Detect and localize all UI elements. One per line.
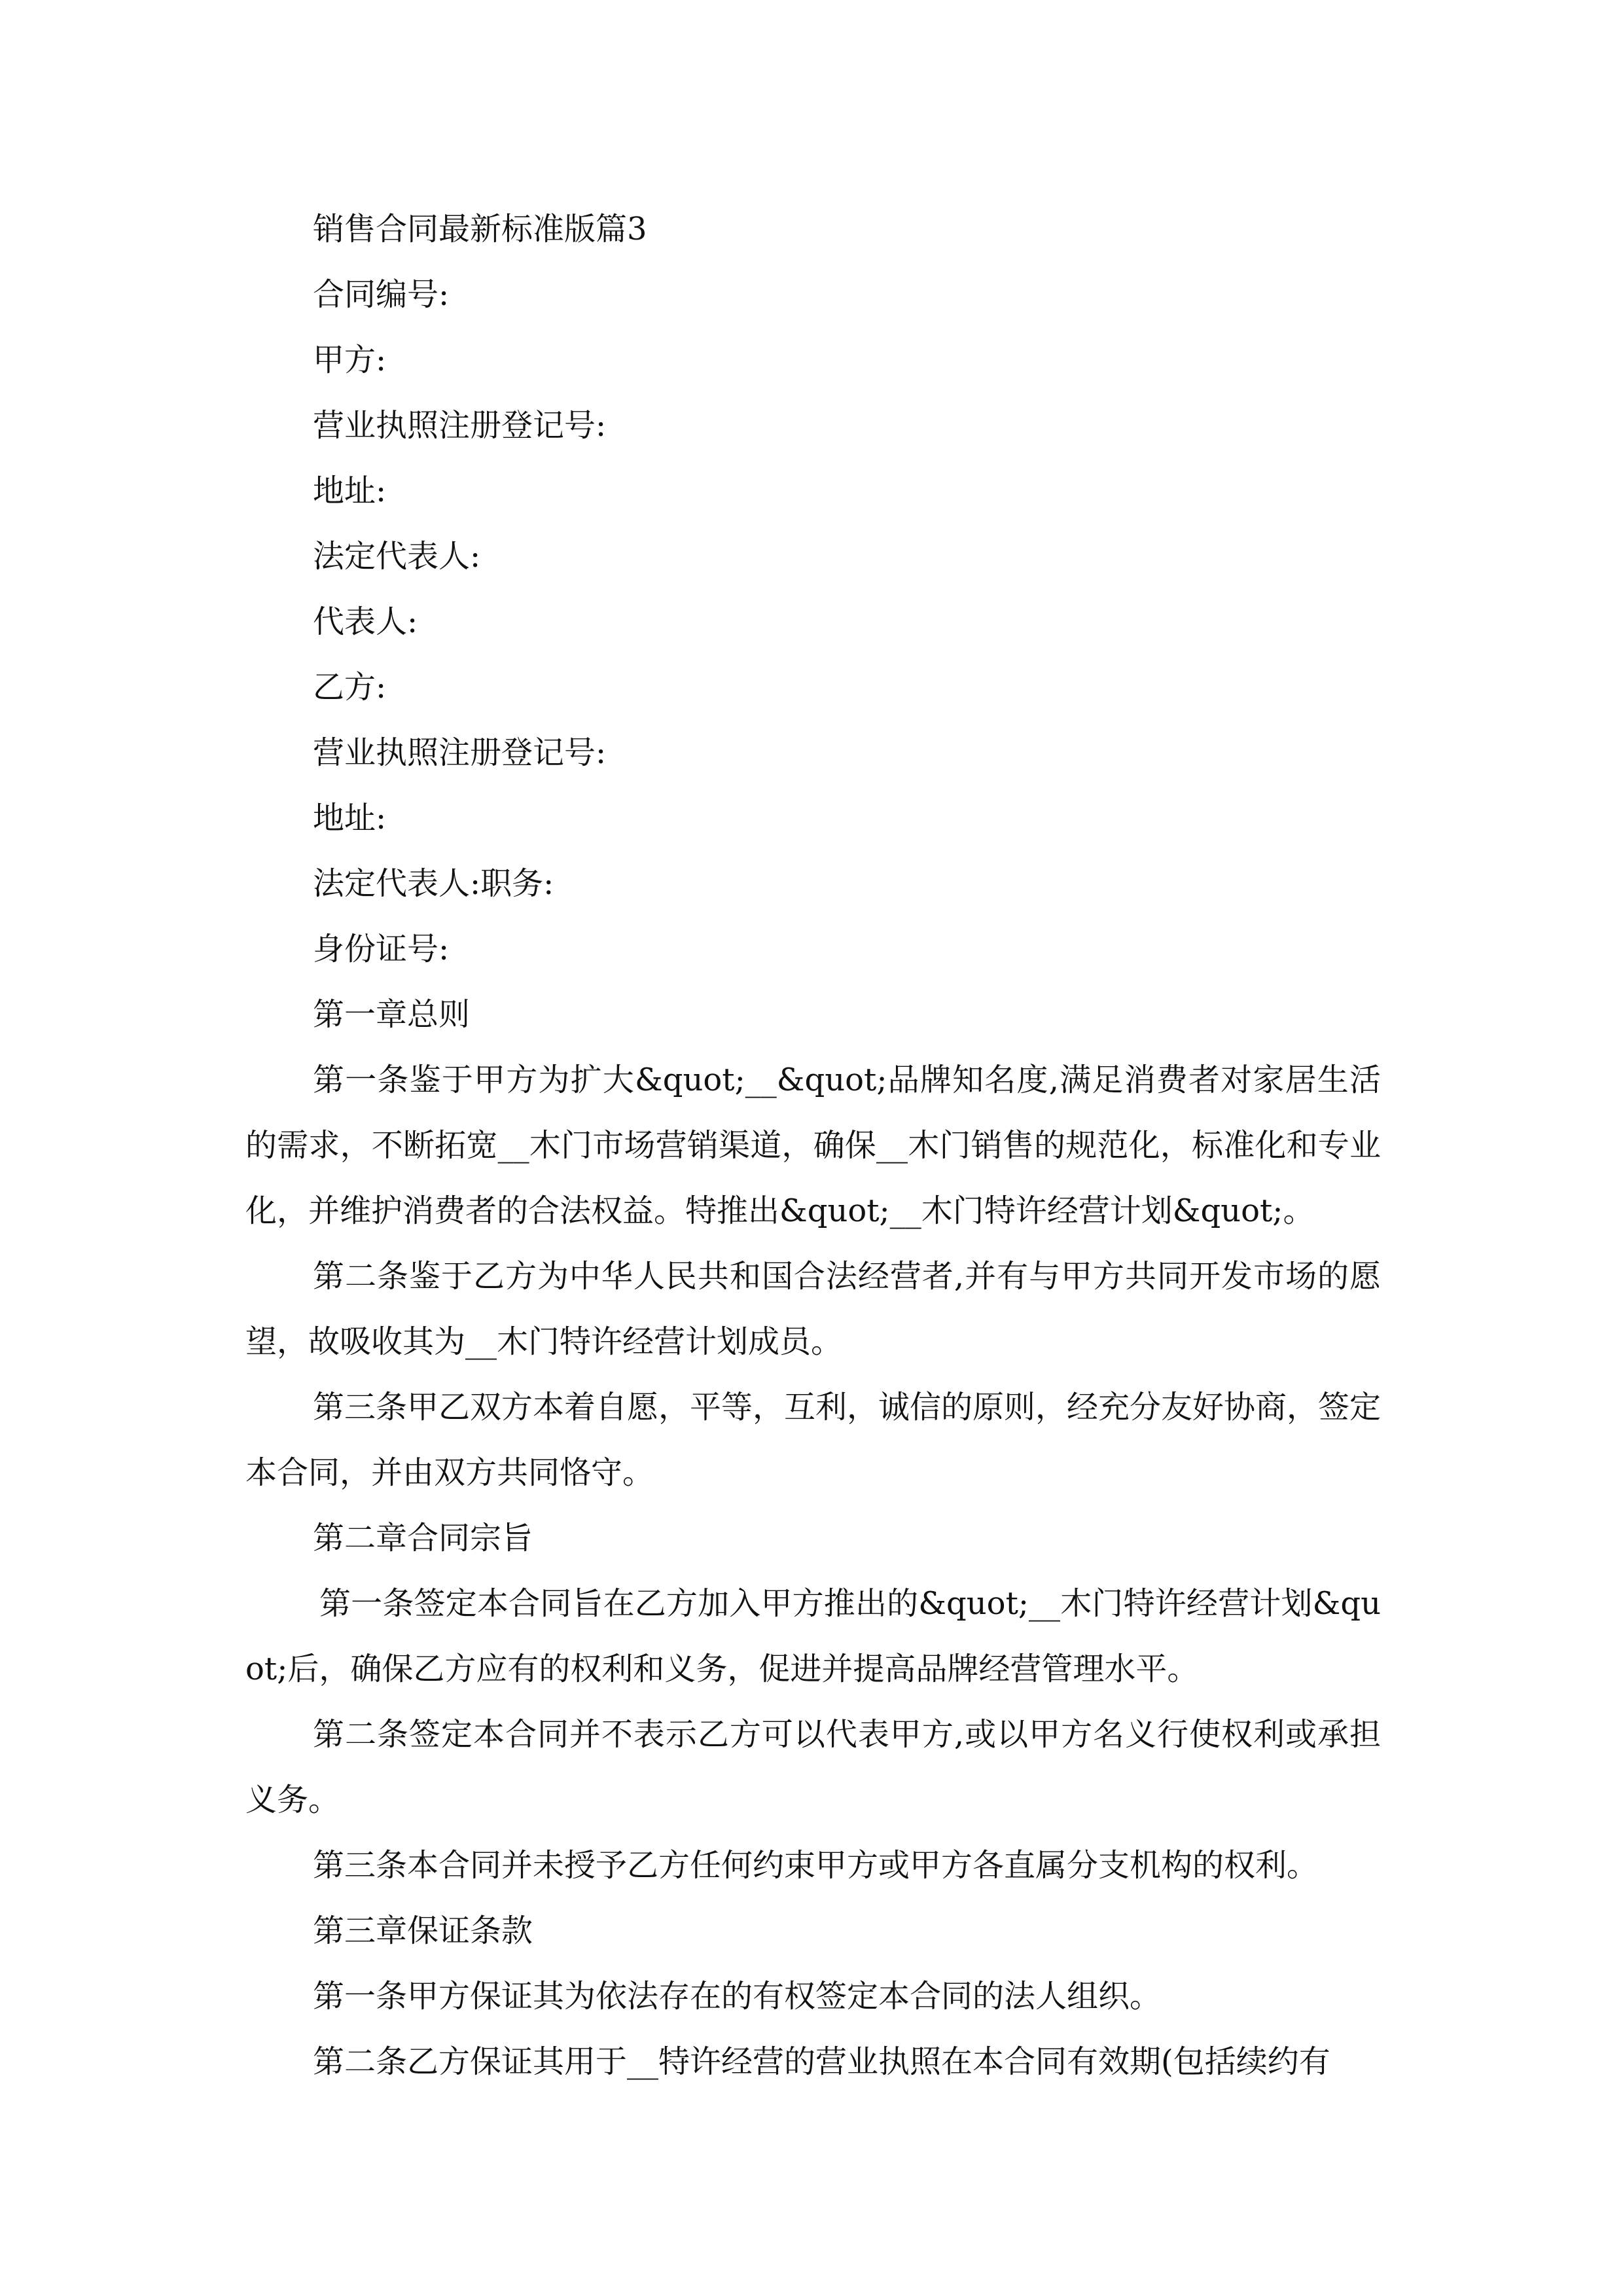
field-party-a-legal-rep: 法定代表人: <box>313 538 481 575</box>
chapter-1-heading: 第一章总则 <box>313 996 471 1033</box>
field-party-b-legal-rep-position: 法定代表人:职务: <box>313 865 554 902</box>
field-party-b-license: 营业执照注册登记号: <box>313 734 607 771</box>
chapter-1-article-3: 第三条甲乙双方本着自愿，平等，互利，诚信的原则，经充分友好协商，签定本合同，并由双方共同恪守。 <box>245 1389 1382 1491</box>
chapter-3-article-1: 第一条甲方保证其为依法存在的有权签定本合同的法人组织。 <box>313 1978 1162 2015</box>
field-party-a-address: 地址: <box>313 473 387 509</box>
chapter-2-article-2: 第二条签定本合同并不表示乙方可以代表甲方,或以甲方名义行使权利或承担义务。 <box>245 1716 1381 1818</box>
field-party-a-representative: 代表人: <box>313 603 418 640</box>
field-party-a: 甲方: <box>313 342 387 378</box>
document-body <box>245 196 1381 2094</box>
chapter-2-heading: 第二章合同宗旨 <box>313 1520 533 1556</box>
chapter-2-article-1: 第一条签定本合同旨在乙方加入甲方推出的&quot;__木门特许经营计划&quot;后，确保乙方应有的权利和义务，促进并提高品牌经营管理水平。 <box>245 1585 1381 1687</box>
document-title: 销售合同最新标准版篇3 <box>313 211 647 247</box>
chapter-2-article-3: 第三条本合同并未授予乙方任何约束甲方或甲方各直属分支机构的权利。 <box>313 1847 1319 1884</box>
chapter-3-article-2: 第二条乙方保证其用于__特许经营的营业执照在本合同有效期(包括续约有 <box>313 2043 1330 2080</box>
chapter-1-article-2: 第二条鉴于乙方为中华人民共和国合法经营者,并有与甲方共同开发市场的愿望，故吸收其为__木门特许经营计划成员。 <box>245 1258 1381 1360</box>
chapter-1-article-1: 第一条鉴于甲方为扩大&quot;__&quot;品牌知名度,满足消费者对家居生活的需求，不断拓宽__木门市场营销渠道，确保__木门销售的规范化，标准化和专业化，并维护消费者的合法权益。特推出&quot;__木门特许经营计划&quot;。 <box>245 1062 1381 1229</box>
field-party-b-address: 地址: <box>313 800 387 836</box>
field-party-b: 乙方: <box>313 669 387 706</box>
field-contract-number: 合同编号: <box>313 276 450 313</box>
field-party-b-id-number: 身份证号: <box>313 931 450 967</box>
field-party-a-license: 营业执照注册登记号: <box>313 407 607 444</box>
chapter-3-heading: 第三章保证条款 <box>313 1912 533 1949</box>
